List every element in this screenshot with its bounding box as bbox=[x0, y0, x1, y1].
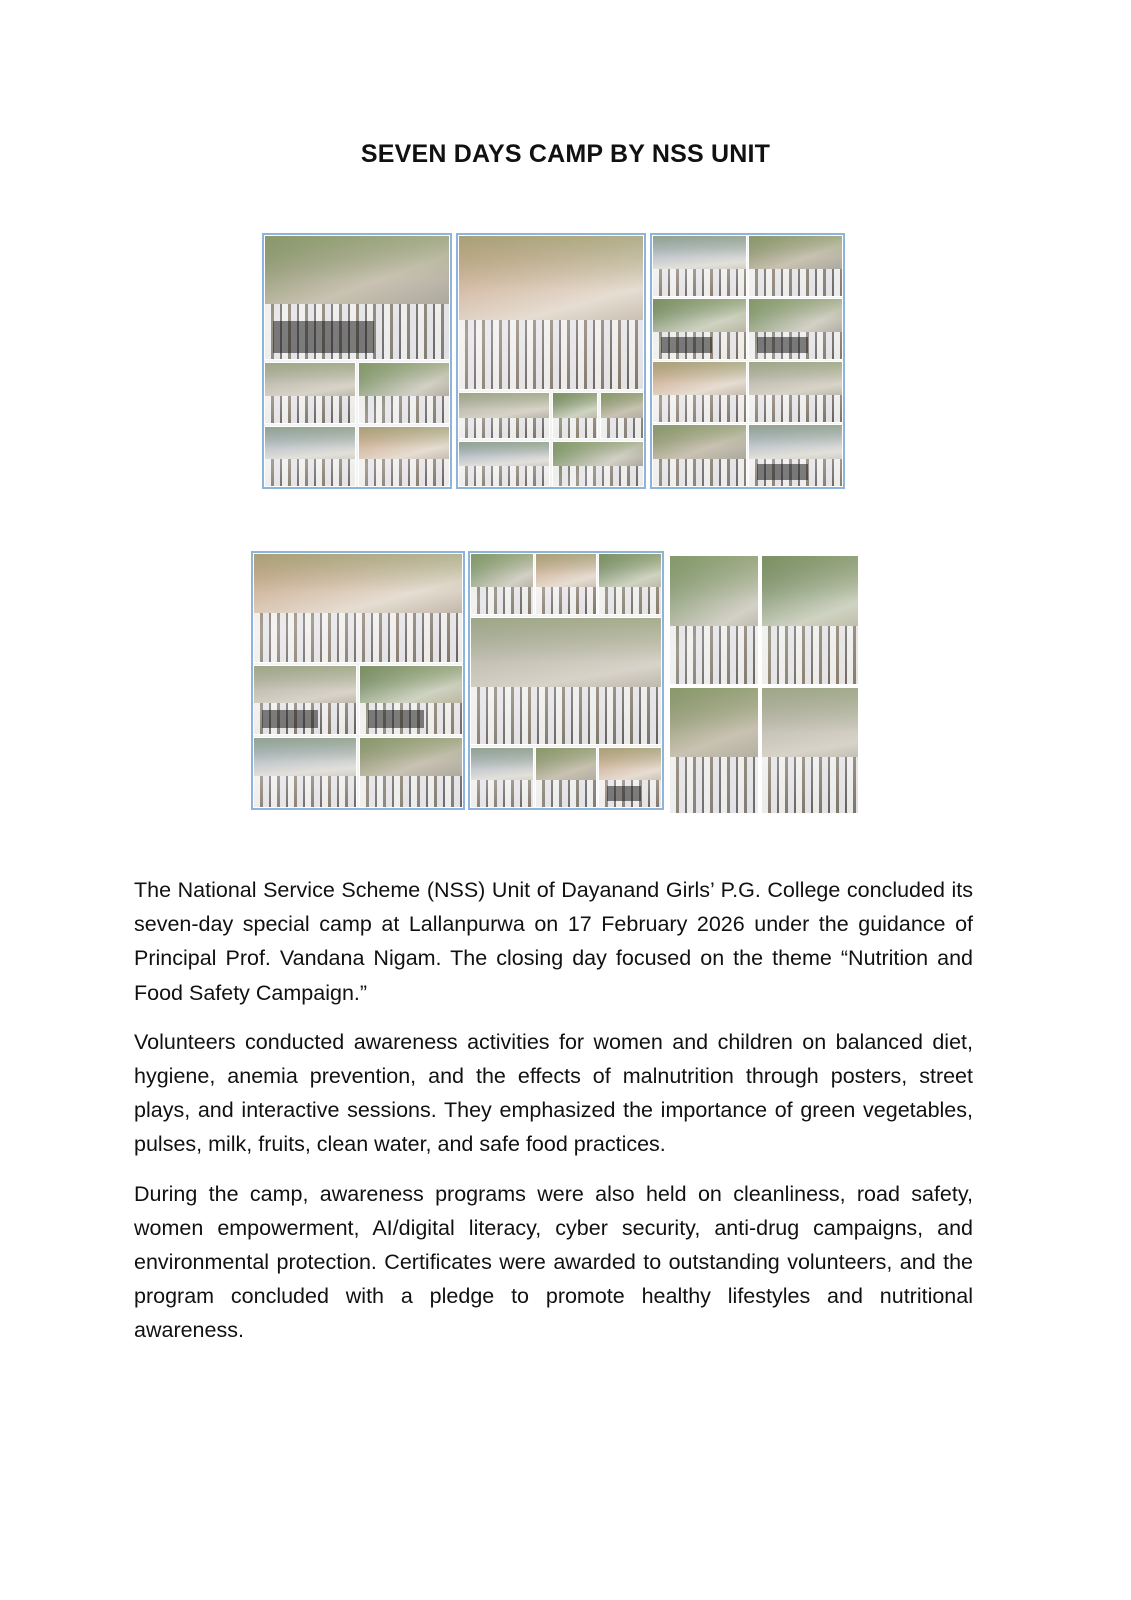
geotag-overlay bbox=[757, 337, 808, 353]
collage-photo bbox=[470, 617, 662, 745]
geotag-overlay bbox=[273, 321, 374, 353]
collage-photo bbox=[264, 362, 356, 424]
collage-photo bbox=[470, 747, 534, 808]
photo-collage-2 bbox=[456, 233, 646, 489]
geotag-overlay bbox=[607, 786, 641, 801]
collage-photo bbox=[552, 392, 598, 439]
collage-photo bbox=[748, 361, 843, 423]
paragraph: The National Service Scheme (NSS) Unit of Dayanand Girls’ P.G. College concluded its seven-day special camp at Lallanpurwa on 17 February 2026 under the guidance of Principal Prof. Vandana Nigam. The closing day focused on the theme “Nutrition and Food Safety Campaign.” bbox=[134, 878, 973, 1005]
collage-photo bbox=[652, 424, 747, 487]
geotag-overlay bbox=[262, 710, 318, 728]
photo-collage-5 bbox=[468, 551, 664, 810]
collage-photo bbox=[598, 747, 662, 808]
paragraph: Volunteers conducted awareness activities for women and children on balanced diet, hygiene, anemia prevention, and the effects of malnutrition through posters, street plays, and interactive sessions. They emphasized the importance of green vegetables, pulses, milk, fruits, clean water, and safe food practices. bbox=[134, 1029, 973, 1157]
photo-collage-6 bbox=[669, 555, 859, 814]
collage-photo bbox=[669, 687, 759, 814]
photo-collage-4 bbox=[251, 551, 465, 810]
collage-photo bbox=[359, 665, 463, 735]
article-body bbox=[134, 873, 973, 1363]
collage-photo bbox=[535, 747, 597, 808]
collage-photo bbox=[652, 235, 747, 297]
collage-photo bbox=[359, 737, 463, 808]
collage-photo bbox=[264, 235, 450, 360]
collage-photo bbox=[600, 392, 644, 439]
collage-photo bbox=[761, 555, 859, 685]
collage-photo bbox=[458, 441, 550, 487]
collage-photo bbox=[253, 665, 357, 735]
collage-photo bbox=[535, 553, 597, 615]
collage-photo bbox=[253, 553, 463, 663]
page-title: SEVEN DAYS CAMP BY NSS UNIT bbox=[360, 140, 771, 168]
photo-collage-3 bbox=[650, 233, 845, 489]
geotag-overlay bbox=[368, 710, 424, 728]
collage-photo bbox=[748, 424, 843, 487]
collage-photo bbox=[761, 687, 859, 814]
collage-photo bbox=[669, 555, 759, 685]
collage-photo bbox=[458, 392, 550, 439]
collage-photo bbox=[358, 426, 450, 487]
collage-photo bbox=[358, 362, 450, 424]
collage-photo bbox=[748, 298, 843, 360]
photo-collage-1 bbox=[262, 233, 452, 489]
collage-photo bbox=[552, 441, 644, 487]
geotag-overlay bbox=[661, 337, 712, 353]
collage-photo bbox=[652, 298, 747, 360]
paragraph: During the camp, awareness programs were also held on cleanliness, road safety, women empowerment, AI/digital literacy, cyber security, anti-drug campaigns, and environmental protection. Certificates were awarded to outstanding volunteers, and the program concluded with a pledge to promote healthy lifestyles and nutritional awareness. bbox=[134, 1181, 973, 1343]
collage-photo bbox=[652, 361, 747, 423]
geotag-overlay bbox=[757, 464, 808, 480]
collage-photo bbox=[598, 553, 662, 615]
collage-photo bbox=[470, 553, 534, 615]
collage-photo bbox=[748, 235, 843, 297]
collage-photo bbox=[458, 235, 644, 390]
collage-photo bbox=[264, 426, 356, 487]
collage-photo bbox=[253, 737, 357, 808]
